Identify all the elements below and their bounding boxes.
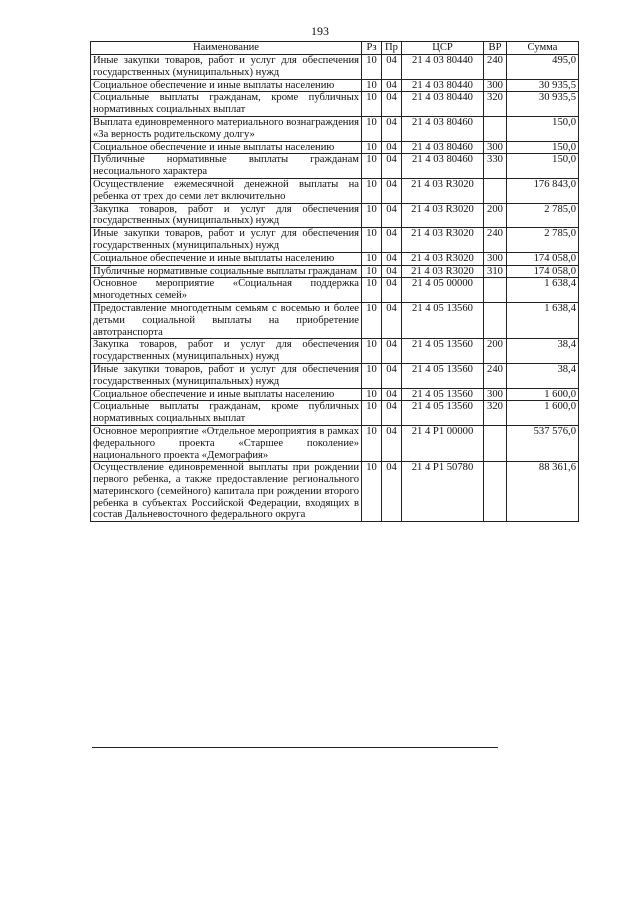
cell-csr: 21 4 03 R3020 [402, 252, 484, 265]
cell-csr: 21 4 05 13560 [402, 302, 484, 338]
cell-pr: 04 [382, 462, 402, 522]
cell-vr [484, 462, 507, 522]
cell-sum: 174 058,0 [507, 265, 579, 278]
cell-name: Осуществление ежемесячной денежной выплаты на ребенка от трех до семи лет включительно [91, 178, 362, 203]
cell-rz: 10 [362, 425, 382, 461]
cell-csr: 21 4 03 R3020 [402, 178, 484, 203]
cell-sum: 495,0 [507, 55, 579, 80]
cell-rz: 10 [362, 154, 382, 179]
cell-vr [484, 425, 507, 461]
cell-csr: 21 4 03 80440 [402, 79, 484, 92]
cell-name: Социальное обеспечение и иные выплаты населению [91, 388, 362, 401]
cell-rz: 10 [362, 141, 382, 154]
cell-rz: 10 [362, 228, 382, 253]
cell-sum: 2 785,0 [507, 228, 579, 253]
budget-table [90, 41, 579, 522]
table-row [91, 141, 579, 154]
table-row [91, 116, 579, 141]
table-row [91, 425, 579, 461]
cell-rz: 10 [362, 302, 382, 338]
cell-rz: 10 [362, 363, 382, 388]
cell-name: Осуществление единовременной выплаты при рождении первого ребенка, а также предоставление регионального материнского (семейного) капитала при рождении второго ребенка в субъектах Российской Федерации, входящих в состав Дальневосточного федерального округа [91, 462, 362, 522]
cell-pr: 04 [382, 79, 402, 92]
cell-sum: 537 576,0 [507, 425, 579, 461]
cell-vr: 300 [484, 252, 507, 265]
cell-sum: 176 843,0 [507, 178, 579, 203]
cell-vr: 240 [484, 228, 507, 253]
cell-rz: 10 [362, 252, 382, 265]
cell-pr: 04 [382, 178, 402, 203]
cell-vr: 200 [484, 203, 507, 228]
page-divider [92, 747, 498, 748]
cell-name: Социальное обеспечение и иные выплаты населению [91, 79, 362, 92]
cell-sum: 88 361,6 [507, 462, 579, 522]
cell-vr [484, 278, 507, 303]
cell-csr: 21 4 05 13560 [402, 363, 484, 388]
cell-rz: 10 [362, 79, 382, 92]
cell-pr: 04 [382, 141, 402, 154]
cell-name: Основное мероприятие «Социальная поддержка многодетных семей» [91, 278, 362, 303]
cell-csr: 21 4 03 80440 [402, 55, 484, 80]
cell-name: Социальные выплаты гражданам, кроме публичных нормативных социальных выплат [91, 92, 362, 117]
cell-vr [484, 302, 507, 338]
cell-rz: 10 [362, 265, 382, 278]
cell-vr [484, 178, 507, 203]
cell-sum: 1 638,4 [507, 278, 579, 303]
cell-pr: 04 [382, 228, 402, 253]
cell-pr: 04 [382, 265, 402, 278]
header-pr: Пр [382, 42, 402, 55]
cell-name: Закупка товаров, работ и услуг для обеспечения государственных (муниципальных) нужд [91, 203, 362, 228]
table-row [91, 92, 579, 117]
cell-sum: 150,0 [507, 141, 579, 154]
cell-name: Выплата единовременного материального вознаграждения «За верность родительскому долгу» [91, 116, 362, 141]
cell-pr: 04 [382, 252, 402, 265]
table-row [91, 55, 579, 80]
table-row [91, 462, 579, 522]
cell-rz: 10 [362, 388, 382, 401]
cell-sum: 38,4 [507, 339, 579, 364]
cell-csr: 21 4 03 80460 [402, 141, 484, 154]
cell-vr: 330 [484, 154, 507, 179]
cell-rz: 10 [362, 55, 382, 80]
cell-vr: 200 [484, 339, 507, 364]
cell-sum: 150,0 [507, 154, 579, 179]
cell-rz: 10 [362, 92, 382, 117]
cell-pr: 04 [382, 55, 402, 80]
header-rz: Рз [362, 42, 382, 55]
cell-csr: 21 4 P1 50780 [402, 462, 484, 522]
cell-csr: 21 4 05 13560 [402, 401, 484, 426]
cell-rz: 10 [362, 278, 382, 303]
cell-csr: 21 4 05 13560 [402, 339, 484, 364]
table-row [91, 203, 579, 228]
cell-vr: 300 [484, 141, 507, 154]
cell-name: Иные закупки товаров, работ и услуг для обеспечения государственных (муниципальных) нужд [91, 363, 362, 388]
cell-sum: 174 058,0 [507, 252, 579, 265]
cell-csr: 21 4 03 R3020 [402, 203, 484, 228]
cell-vr: 320 [484, 401, 507, 426]
table-row [91, 252, 579, 265]
table-row [91, 79, 579, 92]
cell-pr: 04 [382, 302, 402, 338]
cell-sum: 38,4 [507, 363, 579, 388]
cell-pr: 04 [382, 339, 402, 364]
cell-csr: 21 4 03 80460 [402, 154, 484, 179]
cell-rz: 10 [362, 339, 382, 364]
table-header-row [91, 42, 579, 55]
cell-rz: 10 [362, 203, 382, 228]
cell-vr: 310 [484, 265, 507, 278]
cell-sum: 1 600,0 [507, 388, 579, 401]
cell-sum: 2 785,0 [507, 203, 579, 228]
cell-sum: 150,0 [507, 116, 579, 141]
table-row [91, 228, 579, 253]
cell-pr: 04 [382, 116, 402, 141]
cell-pr: 04 [382, 203, 402, 228]
cell-sum: 1 600,0 [507, 401, 579, 426]
cell-csr: 21 4 03 80460 [402, 116, 484, 141]
cell-sum: 30 935,5 [507, 79, 579, 92]
cell-pr: 04 [382, 425, 402, 461]
cell-csr: 21 4 03 80440 [402, 92, 484, 117]
cell-pr: 04 [382, 278, 402, 303]
cell-vr: 300 [484, 388, 507, 401]
cell-vr: 320 [484, 92, 507, 117]
cell-csr: 21 4 05 00000 [402, 278, 484, 303]
cell-vr: 300 [484, 79, 507, 92]
table-row [91, 154, 579, 179]
cell-rz: 10 [362, 401, 382, 426]
cell-pr: 04 [382, 388, 402, 401]
cell-rz: 10 [362, 116, 382, 141]
cell-name: Социальные выплаты гражданам, кроме публичных нормативных социальных выплат [91, 401, 362, 426]
header-csr: ЦСР [402, 42, 484, 55]
cell-csr: 21 4 03 R3020 [402, 228, 484, 253]
cell-name: Основное мероприятие «Отдельное мероприятия в рамках федерального проекта «Старшее поколение» национального проекта «Демография» [91, 425, 362, 461]
cell-name: Публичные нормативные выплаты гражданам несоциального характера [91, 154, 362, 179]
cell-rz: 10 [362, 178, 382, 203]
cell-csr: 21 4 03 R3020 [402, 265, 484, 278]
cell-name: Закупка товаров, работ и услуг для обеспечения государственных (муниципальных) нужд [91, 339, 362, 364]
table-row [91, 339, 579, 364]
table-row [91, 363, 579, 388]
cell-name: Публичные нормативные социальные выплаты гражданам [91, 265, 362, 278]
header-sum: Сумма [507, 42, 579, 55]
table-row [91, 265, 579, 278]
cell-csr: 21 4 P1 00000 [402, 425, 484, 461]
cell-csr: 21 4 05 13560 [402, 388, 484, 401]
cell-pr: 04 [382, 363, 402, 388]
cell-name: Иные закупки товаров, работ и услуг для обеспечения государственных (муниципальных) нужд [91, 55, 362, 80]
table-row [91, 401, 579, 426]
table-row [91, 388, 579, 401]
cell-name: Иные закупки товаров, работ и услуг для обеспечения государственных (муниципальных) нужд [91, 228, 362, 253]
header-name: Наименование [91, 42, 362, 55]
cell-pr: 04 [382, 92, 402, 117]
cell-rz: 10 [362, 462, 382, 522]
cell-vr [484, 116, 507, 141]
cell-name: Социальное обеспечение и иные выплаты населению [91, 141, 362, 154]
cell-pr: 04 [382, 154, 402, 179]
header-vr: ВР [484, 42, 507, 55]
cell-vr: 240 [484, 363, 507, 388]
cell-name: Предоставление многодетным семьям с восемью и более детьми социальной выплаты на приобретение автотранспорта [91, 302, 362, 338]
cell-pr: 04 [382, 401, 402, 426]
cell-name: Социальное обеспечение и иные выплаты населению [91, 252, 362, 265]
table-row [91, 178, 579, 203]
cell-sum: 1 638,4 [507, 302, 579, 338]
cell-vr: 240 [484, 55, 507, 80]
table-row [91, 278, 579, 303]
cell-sum: 30 935,5 [507, 92, 579, 117]
table-row [91, 302, 579, 338]
page-number: 193 [311, 24, 329, 38]
